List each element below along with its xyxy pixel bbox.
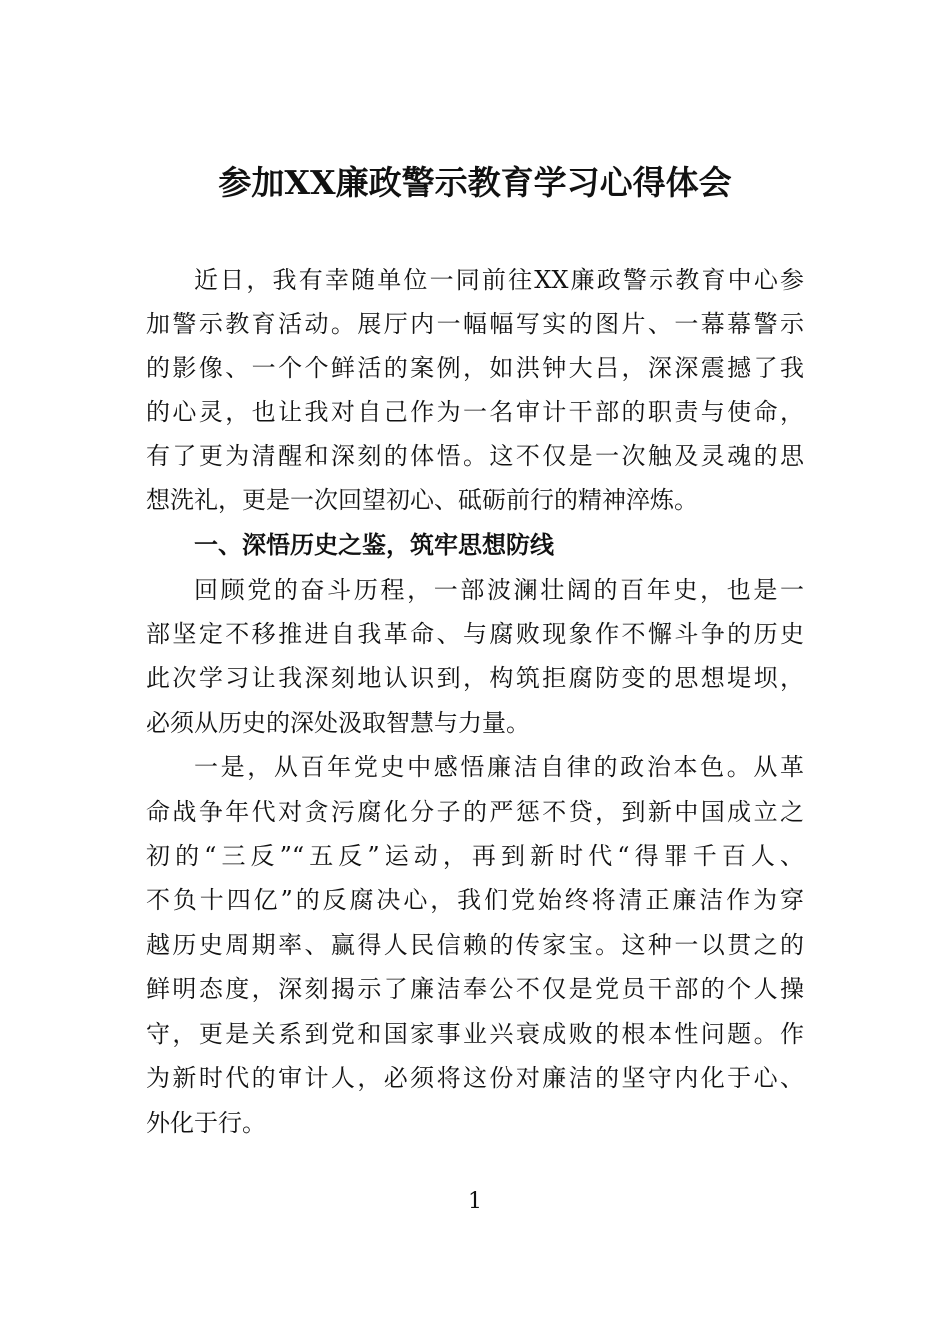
paragraph-line: 必须从历史的深处汲取智慧与力量。 bbox=[146, 709, 530, 737]
paragraph-line: 鲜明态度，深刻揭示了廉洁奉公不仅是党员干部的个人操 bbox=[146, 975, 804, 1003]
paragraph-line: 回顾党的奋斗历程，一部波澜壮阔的百年史，也是一 bbox=[194, 576, 804, 604]
paragraph-line: 初的“三反”“五反”运动，再到新时代“得罪千百人、 bbox=[146, 842, 804, 870]
paragraph-line: 一是，从百年党史中感悟廉洁自律的政治本色。从革 bbox=[194, 753, 804, 781]
paragraph-line: 命战争年代对贪污腐化分子的严惩不贷，到新中国成立之 bbox=[146, 798, 804, 826]
paragraph-line: 近日，我有幸随单位一同前往XX廉政警示教育中心参 bbox=[194, 266, 804, 294]
paragraph-line: 有了更为清醒和深刻的体悟。这不仅是一次触及灵魂的思 bbox=[146, 442, 804, 470]
paragraph-line: 的影像、一个个鲜活的案例，如洪钟大吕，深深震撼了我 bbox=[146, 354, 804, 382]
paragraph-line: 外化于行。 bbox=[146, 1109, 266, 1137]
paragraph-line: 加警示教育活动。展厅内一幅幅写实的图片、一幕幕警示 bbox=[146, 310, 804, 338]
paragraph-line: 越历史周期率、赢得人民信赖的传家宝。这种一以贯之的 bbox=[146, 931, 804, 959]
paragraph-line: 部坚定不移推进自我革命、与腐败现象作不懈斗争的历史 bbox=[146, 620, 804, 648]
document-title: 参加XX廉政警示教育学习心得体会 bbox=[218, 163, 732, 202]
paragraph-line: 此次学习让我深刻地认识到，构筑拒腐防变的思想堤坝， bbox=[146, 664, 804, 692]
paragraph-line: 守，更是关系到党和国家事业兴衰成败的根本性问题。作 bbox=[146, 1020, 804, 1048]
section-heading: 一、深悟历史之鉴，筑牢思想防线 bbox=[194, 531, 554, 559]
paragraph-line: 不负十四亿”的反腐决心，我们党始终将清正廉洁作为穿 bbox=[146, 886, 804, 914]
page-number: 1 bbox=[468, 1189, 482, 1214]
paragraph-line: 想洗礼，更是一次回望初心、砥砺前行的精神淬炼。 bbox=[146, 486, 698, 514]
paragraph-line: 为新时代的审计人，必须将这份对廉洁的坚守内化于心、 bbox=[146, 1064, 804, 1092]
paragraph-line: 的心灵，也让我对自己作为一名审计干部的职责与使命， bbox=[146, 398, 804, 426]
